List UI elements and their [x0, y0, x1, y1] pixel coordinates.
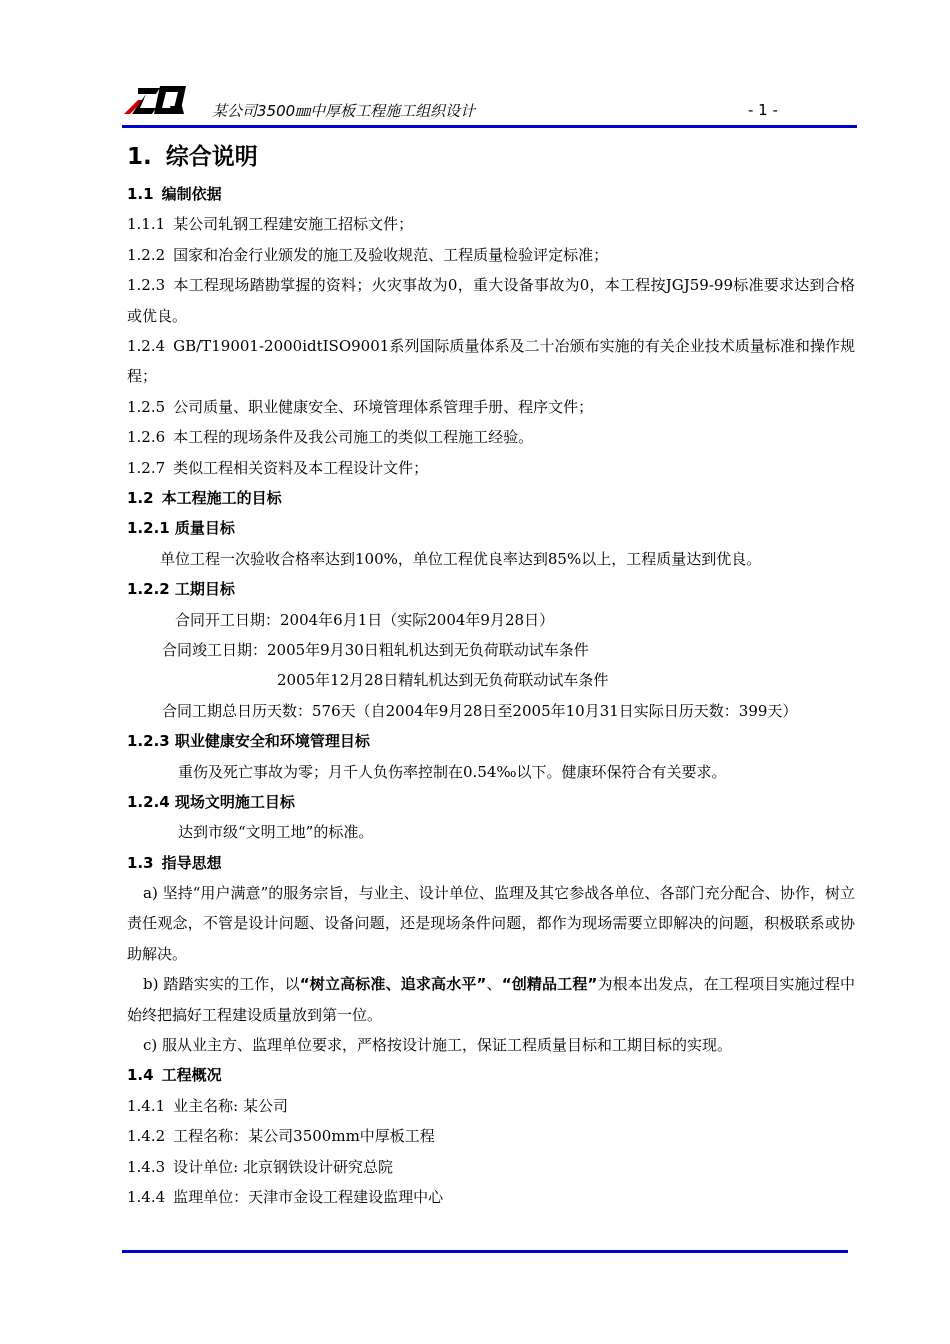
- header-rule: [122, 125, 857, 128]
- safety-goal-heading: 1.2.3 职业健康安全和环境管理目标: [127, 732, 370, 751]
- item-number: 1.4.1: [127, 1096, 166, 1115]
- item-number: 1.4.3: [127, 1157, 166, 1176]
- item-number: 1.2.3: [127, 276, 166, 295]
- subsection-number: 1.3: [127, 853, 154, 872]
- section-number: 1.: [127, 144, 152, 170]
- principle-b: [127, 969, 855, 1030]
- subsection-heading-1-1: [127, 179, 855, 209]
- item-number: 1.2.2: [127, 245, 166, 264]
- subsection-number: 1.4: [127, 1066, 154, 1085]
- item-number: 1.1.1: [127, 215, 166, 234]
- subsection-heading-1-4: [127, 1060, 855, 1090]
- list-item: [127, 1182, 855, 1212]
- list-item: [127, 240, 855, 270]
- item-text: 本工程现场踏勘掌握的资料；火灾事故为0，重大设备事故为0，本工程按JGJ59-99标准要求达到合格或优良。: [127, 276, 855, 325]
- subsection-number: 1.2: [127, 488, 154, 507]
- contract-total-days: 合同工期总日历天数：576天（自2004年9月28日至2005年10月31日实际日历天数：399天）: [162, 701, 798, 720]
- item-number: 1.2.4: [127, 336, 166, 355]
- item-number: 1.4.4: [127, 1188, 166, 1207]
- item-text: 监理单位：天津市金设工程建设监理中心: [173, 1188, 444, 1207]
- item-number: 1.2.7: [127, 458, 166, 477]
- item-number: 1.4.2: [127, 1127, 166, 1146]
- item-text: 某公司轧钢工程建安施工招标文件；: [173, 215, 414, 234]
- principle-a: a) 坚持“用户满意”的服务宗旨，与业主、设计单位、监理及其它参战各单位、各部门充分配合、协作，树立责任观念，不管是设计问题、设备问题，还是现场条件问题，都作为现场需要立即解决的问题，积极联系或协助解决。: [127, 884, 855, 963]
- subsection-title: 指导思想: [161, 853, 222, 872]
- item-text: 类似工程相关资料及本工程设计文件；: [173, 458, 429, 477]
- principle-b-post: 为根本出发点，在工程项目实施过程中始终把搞好工程建设质量放到第一位。: [127, 975, 855, 1024]
- section-heading: [127, 140, 855, 174]
- subsection-title: 编制依据: [161, 185, 222, 203]
- principle-b-bold-2: “创精品工程”: [501, 975, 598, 994]
- quality-goal-text: 单位工程一次验收合格率达到100%，单位工程优良率达到85%以上，工程质量达到优良。: [160, 549, 762, 568]
- subsection-number: 1.1: [127, 185, 154, 203]
- section-title: 综合说明: [165, 144, 258, 170]
- safety-goal-text: 重伤及死亡事故为零；月千人负伤率控制在0.54‰以下。健康环保符合有关要求。: [178, 762, 727, 781]
- subsection-heading-1-2: [127, 483, 855, 513]
- item-number: 1.2.5: [127, 397, 166, 416]
- list-item: [127, 1121, 855, 1151]
- list-item: [127, 1152, 855, 1182]
- item-text: 工程名称：某公司3500mm中厚板工程: [173, 1127, 435, 1146]
- schedule-goal-heading: 1.2.2 工期目标: [127, 580, 235, 599]
- item-text: 业主名称: 某公司: [173, 1096, 288, 1115]
- subsection-heading-1-3: [127, 848, 855, 878]
- contract-finish-date: 合同竣工日期：2005年9月30日粗轧机达到无负荷联动试车条件: [162, 640, 589, 659]
- item-text: 设计单位: 北京钢铁设计研究总院: [173, 1157, 393, 1176]
- quality-goal-heading: 1.2.1 质量目标: [127, 519, 235, 538]
- footer-rule: [122, 1250, 848, 1253]
- company-logo: [124, 80, 190, 114]
- principle-b-bold-1: “树立高标准、追求高水平”: [299, 975, 487, 994]
- list-item: [127, 1091, 855, 1121]
- list-item: [127, 453, 855, 483]
- document-body: [127, 140, 855, 1212]
- principle-c: c) 服从业主方、监理单位要求，严格按设计施工，保证工程质量目标和工期目标的实现。: [143, 1036, 733, 1055]
- principle-b-mid: 、: [486, 975, 502, 994]
- principle-b-pre: b) 踏踏实实的工作，以: [143, 975, 300, 994]
- list-item: [127, 422, 855, 452]
- item-text: 本工程的现场条件及我公司施工的类似工程施工经验。: [173, 428, 534, 447]
- civil-goal-heading: 1.2.4 现场文明施工目标: [127, 792, 295, 811]
- list-item: [127, 331, 855, 392]
- subsection-title: 工程概况: [161, 1066, 222, 1085]
- subsection-title: 本工程施工的目标: [161, 488, 282, 507]
- item-text: 公司质量、职业健康安全、环境管理体系管理手册、程序文件；: [173, 397, 594, 416]
- list-item: [127, 209, 855, 239]
- item-text: GB/T19001-2000idtISO9001系列国际质量体系及二十冶颁布实施的有关企业技术质量标准和操作规程；: [127, 336, 855, 386]
- page-number: - 1 -: [748, 101, 778, 119]
- contract-finish-date-2: 2005年12月28日精轧机达到无负荷联动试车条件: [277, 671, 609, 690]
- contract-start-date: 合同开工日期：2004年6月1日（实际2004年9月28日）: [175, 610, 555, 629]
- civil-goal-text: 达到市级“文明工地”的标准。: [178, 823, 374, 842]
- item-number: 1.2.6: [127, 428, 166, 447]
- header-title: 某公司3500㎜中厚板工程施工组织设计: [212, 102, 476, 120]
- list-item: [127, 392, 855, 422]
- item-text: 国家和冶金行业颁发的施工及验收规范、工程质量检验评定标准；: [173, 245, 609, 264]
- list-item: [127, 270, 855, 331]
